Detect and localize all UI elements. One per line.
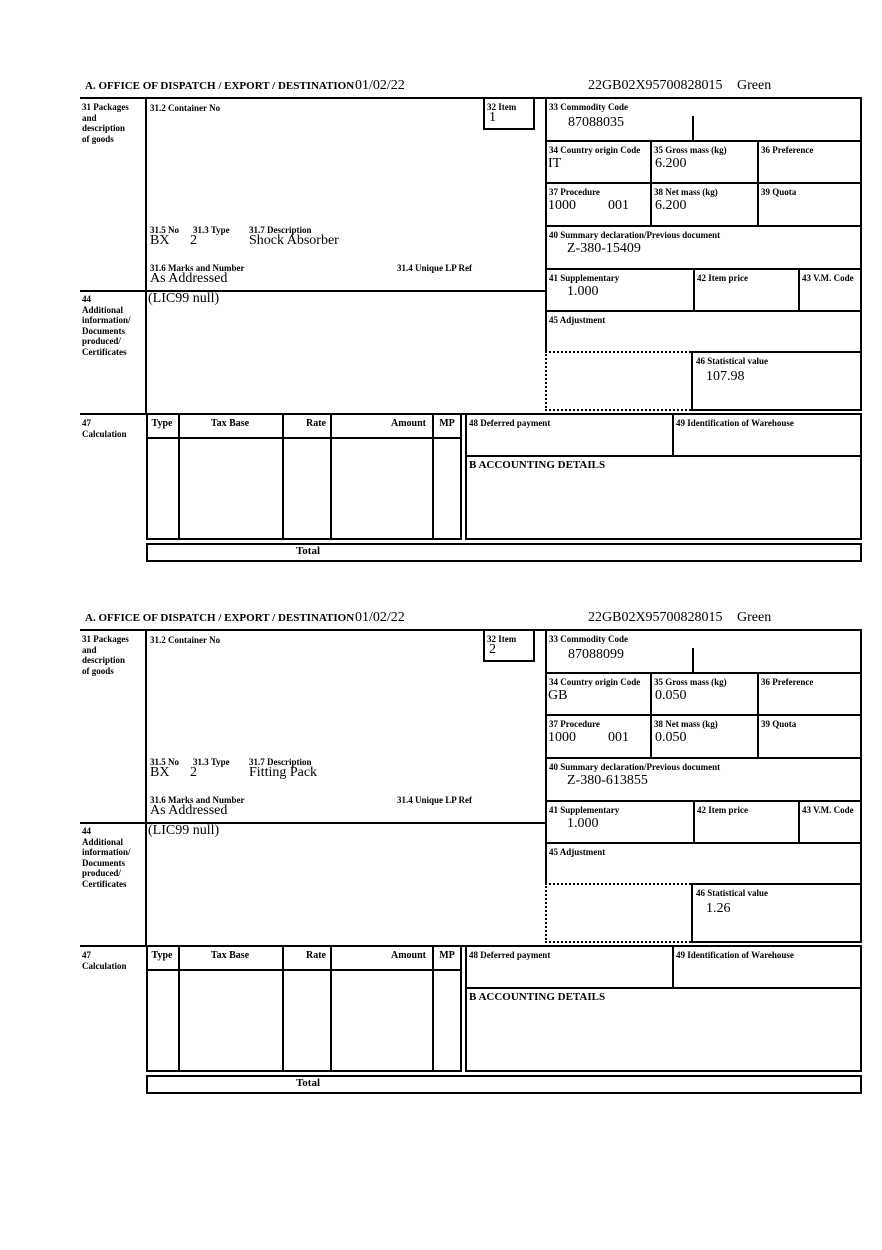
- country-origin-label: 34 Country origin Code: [549, 677, 641, 687]
- item-label: 32 Item: [487, 102, 517, 112]
- dotted-grid-line: [545, 351, 691, 353]
- calc-header-mp: MP: [439, 950, 455, 961]
- item-price-label: 42 Item price: [697, 273, 748, 283]
- grid-line: [465, 455, 467, 540]
- marks-and-number-value: As Addressed: [150, 271, 228, 286]
- calc-header-tax-base: Tax Base: [210, 950, 250, 961]
- calc-header-amount: Amount: [390, 950, 426, 961]
- previous-document-label: 40 Summary declaration/Previous document: [549, 230, 721, 240]
- container-no-label: 31.2 Container No: [150, 635, 221, 645]
- packages-type-value: 2: [190, 233, 197, 248]
- grid-line: [460, 413, 462, 540]
- commodity-code-value: 87088035: [568, 115, 624, 130]
- grid-line: [80, 413, 862, 415]
- grid-line: [146, 945, 148, 1072]
- grid-line: [432, 945, 434, 1072]
- dotted-grid-line: [545, 883, 691, 885]
- box47-label: 47 Calculation: [82, 950, 127, 971]
- grid-line: [178, 945, 180, 1072]
- preference-label: 36 Preference: [761, 677, 814, 687]
- commodity-code-label: 33 Commodity Code: [549, 634, 628, 644]
- packages-no-value: BX: [150, 233, 170, 248]
- declaration-date: 01/02/22: [355, 610, 405, 625]
- office-of-dispatch-title: A. OFFICE OF DISPATCH / EXPORT / DESTINATION: [85, 80, 355, 92]
- grid-line: [465, 413, 467, 455]
- grid-line: [545, 140, 862, 142]
- movement-reference-number: 22GB02X95700828015: [588, 78, 723, 93]
- net-mass-label: 38 Net mass (kg): [654, 187, 718, 197]
- net-mass-value: 0.050: [655, 730, 687, 745]
- grid-line: [545, 182, 862, 184]
- preference-label: 36 Preference: [761, 145, 814, 155]
- calc-header-rate: Rate: [306, 418, 326, 429]
- supplementary-value: 1.000: [567, 284, 599, 299]
- goods-description-value: Shock Absorber: [249, 233, 339, 248]
- additional-information-value: (LIC99 null): [148, 823, 220, 838]
- grid-line: [146, 437, 462, 439]
- country-origin-label: 34 Country origin Code: [549, 145, 641, 155]
- routing-channel: Green: [737, 610, 772, 625]
- item-number-value: 2: [489, 642, 496, 657]
- calc-header-type: Type: [151, 418, 173, 429]
- grid-line: [691, 351, 693, 411]
- grid-line: [860, 945, 862, 1072]
- procedure-label: 37 Procedure: [549, 187, 600, 197]
- grid-line: [545, 800, 862, 802]
- grid-line: [691, 351, 862, 353]
- supplementary-label: 41 Supplementary: [549, 805, 620, 815]
- net-mass-value: 6.200: [655, 198, 687, 213]
- statistical-value: 107.98: [706, 369, 745, 384]
- grid-line: [691, 941, 862, 943]
- grid-line: [330, 413, 332, 540]
- grid-line: [545, 310, 862, 312]
- previous-document-label: 40 Summary declaration/Previous document: [549, 762, 721, 772]
- grid-line: [178, 413, 180, 540]
- grid-line: [80, 629, 862, 631]
- additional-information-value: (LIC99 null): [148, 291, 220, 306]
- declaration-item-section-2: [80, 610, 864, 1098]
- calc-header-mp: MP: [439, 418, 455, 429]
- grid-line: [432, 413, 434, 540]
- grid-line: [545, 842, 862, 844]
- routing-channel: Green: [737, 78, 772, 93]
- warehouse-id-label: 49 Identification of Warehouse: [676, 950, 794, 960]
- procedure-value-1: 1000: [548, 730, 576, 745]
- box31-label: 31 Packages and description of goods: [82, 634, 129, 676]
- marks-and-number-label: 31.6 Marks and Number: [150, 263, 245, 273]
- calc-header-amount: Amount: [390, 418, 426, 429]
- grid-line: [860, 97, 862, 411]
- quota-label: 39 Quota: [761, 719, 797, 729]
- marks-and-number-value: As Addressed: [150, 803, 228, 818]
- grid-line: [465, 538, 862, 540]
- total-row: [146, 543, 862, 562]
- grid-line: [145, 97, 147, 413]
- packages-no-label: 31.5 No: [150, 757, 179, 767]
- grid-line: [146, 1070, 462, 1072]
- deferred-payment-label: 48 Deferred payment: [469, 418, 551, 428]
- dotted-grid-line: [545, 351, 547, 411]
- packages-type-label: 31.3 Type: [193, 225, 230, 235]
- total-label: Total: [295, 545, 321, 557]
- adjustment-label: 45 Adjustment: [549, 315, 606, 325]
- grid-line: [860, 629, 862, 943]
- grid-line: [691, 409, 862, 411]
- office-of-dispatch-title: A. OFFICE OF DISPATCH / EXPORT / DESTINATION: [85, 612, 355, 624]
- grid-line: [693, 268, 695, 310]
- commodity-code-value: 87088099: [568, 647, 624, 662]
- dotted-grid-line: [545, 941, 691, 943]
- grid-line: [465, 945, 467, 987]
- packages-type-label: 31.3 Type: [193, 757, 230, 767]
- grid-line: [798, 800, 800, 842]
- adjustment-label: 45 Adjustment: [549, 847, 606, 857]
- grid-line: [545, 268, 862, 270]
- grid-line: [693, 800, 695, 842]
- statistical-value: 1.26: [706, 901, 731, 916]
- grid-line: [650, 140, 652, 225]
- grid-line: [545, 97, 547, 351]
- item-number-value: 1: [489, 110, 496, 125]
- box31-label: 31 Packages and description of goods: [82, 102, 129, 144]
- total-row: [146, 1075, 862, 1094]
- previous-document-value: Z-380-15409: [567, 241, 641, 256]
- grid-line: [545, 672, 862, 674]
- grid-line: [691, 883, 693, 943]
- container-no-label: 31.2 Container No: [150, 103, 221, 113]
- declaration-item-section-1: [80, 78, 864, 566]
- grid-line: [80, 945, 862, 947]
- procedure-value-2: 001: [608, 198, 629, 213]
- quota-label: 39 Quota: [761, 187, 797, 197]
- description-label: 31.7 Description: [249, 225, 312, 235]
- vm-code-label: 43 V.M. Code: [802, 273, 854, 283]
- grid-line: [691, 883, 862, 885]
- grid-line: [330, 945, 332, 1072]
- grid-line: [465, 455, 862, 457]
- goods-description-value: Fitting Pack: [249, 765, 318, 780]
- grid-line: [282, 413, 284, 540]
- grid-line: [465, 987, 862, 989]
- grid-line: [80, 97, 862, 99]
- grid-line: [545, 757, 862, 759]
- grid-line: [146, 413, 148, 540]
- grid-line: [145, 629, 147, 945]
- packages-no-value: BX: [150, 765, 170, 780]
- unique-lp-ref-label: 31.4 Unique LP Ref: [397, 795, 473, 805]
- grid-line: [545, 225, 862, 227]
- grid-line: [672, 413, 674, 455]
- unique-lp-ref-label: 31.4 Unique LP Ref: [397, 263, 473, 273]
- box44-label: 44 Additional information/ Documents produced/ Certificates: [82, 826, 131, 889]
- grid-line: [460, 945, 462, 1072]
- movement-reference-number: 22GB02X95700828015: [588, 610, 723, 625]
- procedure-label: 37 Procedure: [549, 719, 600, 729]
- grid-line: [545, 629, 547, 883]
- grid-line: [146, 538, 462, 540]
- procedure-value-1: 1000: [548, 198, 576, 213]
- grid-line: [650, 672, 652, 757]
- packages-type-value: 2: [190, 765, 197, 780]
- commodity-code-label: 33 Commodity Code: [549, 102, 628, 112]
- grid-line: [798, 268, 800, 310]
- accounting-details-label: B ACCOUNTING DETAILS: [469, 459, 606, 471]
- grid-line: [282, 945, 284, 1072]
- country-origin-value: GB: [548, 688, 568, 703]
- grid-line: [672, 945, 674, 987]
- supplementary-value: 1.000: [567, 816, 599, 831]
- procedure-value-2: 001: [608, 730, 629, 745]
- packages-no-label: 31.5 No: [150, 225, 179, 235]
- deferred-payment-label: 48 Deferred payment: [469, 950, 551, 960]
- net-mass-label: 38 Net mass (kg): [654, 719, 718, 729]
- calc-header-tax-base: Tax Base: [210, 418, 250, 429]
- grid-line: [465, 987, 467, 1072]
- calc-header-rate: Rate: [306, 950, 326, 961]
- item-price-label: 42 Item price: [697, 805, 748, 815]
- gross-mass-value: 0.050: [655, 688, 687, 703]
- gross-mass-value: 6.200: [655, 156, 687, 171]
- grid-line: [757, 672, 759, 757]
- previous-document-value: Z-380-613855: [567, 773, 648, 788]
- grid-line: [757, 140, 759, 225]
- item-label: 32 Item: [487, 634, 517, 644]
- statistical-value-label: 46 Statistical value: [696, 888, 768, 898]
- grid-line: [860, 413, 862, 540]
- statistical-value-label: 46 Statistical value: [696, 356, 768, 366]
- box44-label: 44 Additional information/ Documents produced/ Certificates: [82, 294, 131, 357]
- marks-and-number-label: 31.6 Marks and Number: [150, 795, 245, 805]
- box47-label: 47 Calculation: [82, 418, 127, 439]
- grid-line: [545, 714, 862, 716]
- supplementary-label: 41 Supplementary: [549, 273, 620, 283]
- calc-header-type: Type: [151, 950, 173, 961]
- vm-code-label: 43 V.M. Code: [802, 805, 854, 815]
- commodity-code-divider-tick: [692, 648, 694, 672]
- grid-line: [146, 969, 462, 971]
- country-origin-value: IT: [548, 156, 562, 171]
- dotted-grid-line: [545, 883, 547, 943]
- total-label: Total: [295, 1077, 321, 1089]
- grid-line: [465, 1070, 862, 1072]
- commodity-code-divider-tick: [692, 116, 694, 140]
- dotted-grid-line: [545, 409, 691, 411]
- declaration-date: 01/02/22: [355, 78, 405, 93]
- accounting-details-label: B ACCOUNTING DETAILS: [469, 991, 606, 1003]
- gross-mass-label: 35 Gross mass (kg): [654, 677, 727, 687]
- description-label: 31.7 Description: [249, 757, 312, 767]
- gross-mass-label: 35 Gross mass (kg): [654, 145, 727, 155]
- warehouse-id-label: 49 Identification of Warehouse: [676, 418, 794, 428]
